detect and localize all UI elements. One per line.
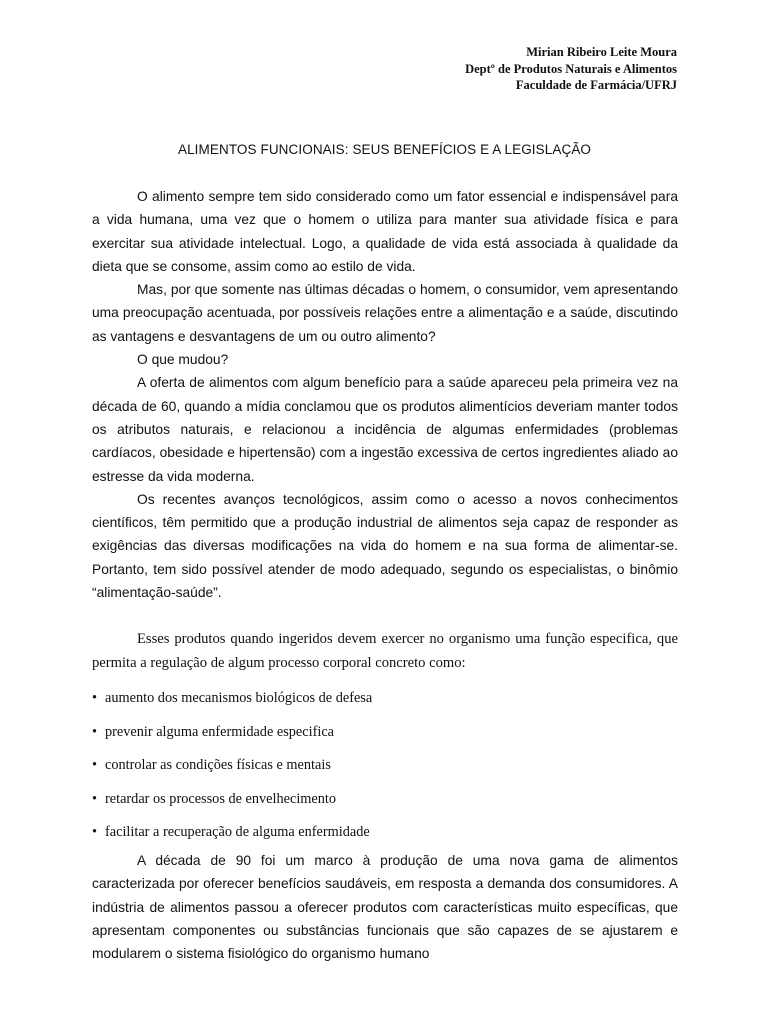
paragraph-7: A década de 90 foi um marco à produção de uma nova gama de alimentos caracterizada por oferecer benefícios saudáveis, em resposta a demanda dos consumidores. A indústria de alimentos passou a oferecer produtos com características muito específicas, que apresentam componentes ou substâncias funcionais que são capazes de se ajustarem e modularem o sistema fisiológico do organismo humano — [92, 853, 678, 962]
bullet-icon: • — [92, 690, 98, 706]
author-name: Mirian Ribeiro Leite Moura — [526, 45, 677, 59]
author-block — [465, 44, 677, 94]
list-item — [92, 755, 678, 789]
list-item — [92, 789, 678, 823]
paragraph-4: A oferta de alimentos com algum benefício para a saúde apareceu pela primeira vez na década de 60, quando a mídia conclamou que os produtos alimentícios deveriam manter todos os atributos naturais, e relacionou a incidência de algumas enfermidades (problemas cardíacos, obesidade e hipertensão) com a ingestão excessiva de certos ingredientes aliado ao estresse da vida moderna. — [92, 375, 678, 484]
serif-text — [92, 627, 678, 675]
paragraph-1: O alimento sempre tem sido considerado como um fator essencial e indispensável para a vida humana, uma vez que o homem o utiliza para manter sua atividade física e para exercitar sua atividade intelectual. Logo, a qualidade de vida está associada à qualidade da dieta que se consome, assim como ao estilo de vida. — [92, 189, 678, 274]
list-item-text: prevenir alguma enfermidade especifica — [105, 723, 335, 740]
bullet-icon: • — [92, 790, 98, 807]
list-item — [92, 722, 678, 756]
paragraph-3: O que mudou? — [137, 352, 229, 368]
bullet-icon: • — [92, 723, 98, 740]
author-faculty: Faculdade de Farmácia/UFRJ — [515, 78, 677, 92]
paragraph-5: Os recentes avanços tecnológicos, assim como o acesso a novos conhecimentos científicos, têm permitido que a produção industrial de alimentos seja capaz de responder as exigências das diversas modificações na vida do homem e na sua forma de alimentar-se. Portanto, tem sido possível atender de modo adequado, segundo os especialistas, o binômio “alimentação-saúde”. — [92, 491, 678, 601]
list-item-text: retardar os processos de envelhecimento — [105, 790, 337, 807]
list-item-text: aumento dos mecanismos biológicos de defesa — [105, 690, 373, 706]
bullet-icon: • — [92, 757, 98, 773]
paragraph-2: Mas, por que somente nas últimas décadas o homem, o consumidor, vem apresentando uma preocupação acentuada, por possíveis relações entre a alimentação e a saúde, discutindo as vantagens e desvantagens de um ou outro alimento? — [92, 282, 678, 344]
paragraph-6: Esses produtos quando ingeridos devem exercer no organismo uma função especifica, que permita a regulação de algum processo corporal concreto como: — [92, 631, 678, 671]
bullet-list — [92, 688, 678, 856]
closing-text — [92, 849, 678, 965]
list-item-text: facilitar a recuperação de alguma enfermidade — [105, 824, 370, 840]
author-department: Deptº de Produtos Naturais e Alimentos — [465, 61, 677, 76]
intro-text — [92, 185, 678, 604]
list-item — [92, 688, 678, 722]
list-item-text: controlar as condições físicas e mentais — [105, 757, 331, 773]
document-title: ALIMENTOS FUNCIONAIS: SEUS BENEFÍCIOS E A LEGISLAÇÃO — [177, 142, 592, 157]
bullet-icon: • — [92, 824, 98, 840]
